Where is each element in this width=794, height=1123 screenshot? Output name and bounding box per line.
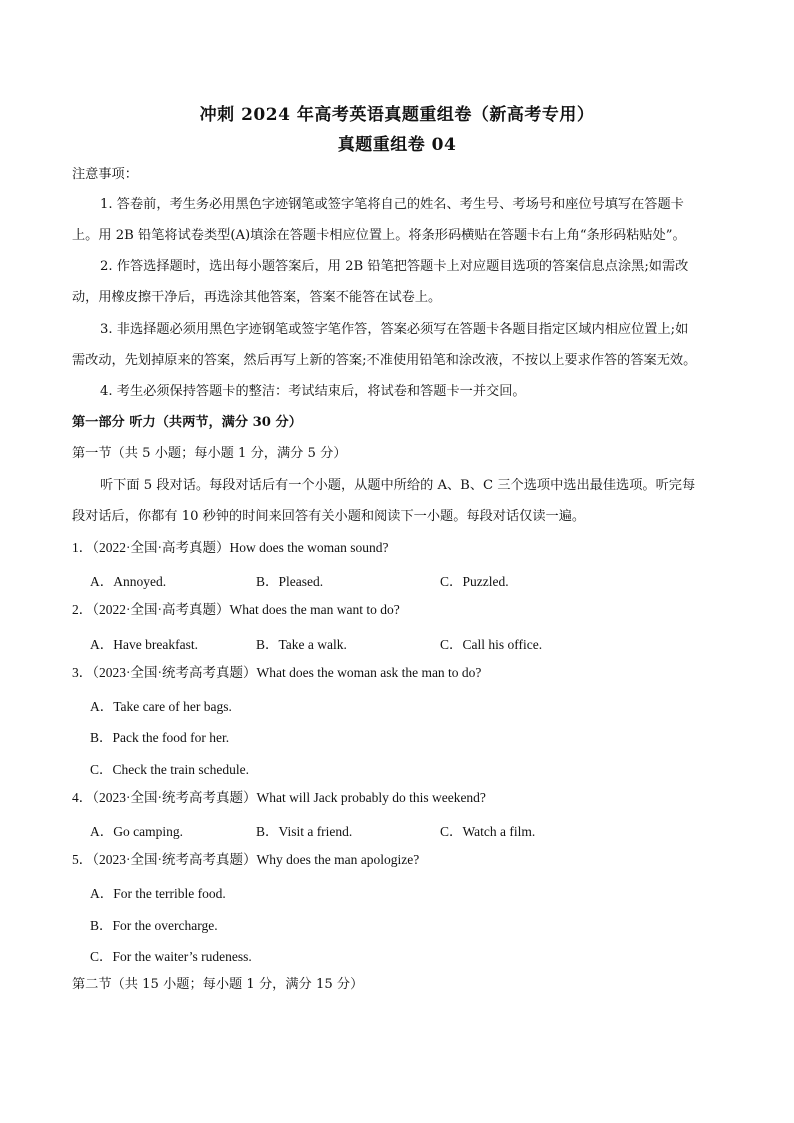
question-1-stem: 1．（2022·全国·高考真题）How does the woman sound? (72, 540, 389, 555)
question-1-option-a: A．Annoyed. (90, 574, 167, 589)
note-1-line-1: 1. 答卷前，考生务必用黑色字迹钢笔或签字笔将自己的姓名、考生号、考场号和座位号填写在答题卡 (100, 197, 684, 212)
question-5-stem: 5．（2023·全国·统考高考真题）Why does the man apologize? (72, 852, 420, 867)
question-5-option-c: C．For the waiter’s rudeness. (90, 949, 252, 964)
note-1-line-2: 上。用 2B 铅笔将试卷类型(A)填涂在答题卡相应位置上。将条形码横贴在答题卡右上角“条形码粘贴处”。 (72, 228, 686, 243)
question-2-option-a: A．Have breakfast. (90, 637, 198, 652)
notes-heading: 注意事项： (72, 167, 138, 182)
question-3-option-b: B．Pack the food for her. (90, 730, 230, 745)
question-1-option-b: B．Pleased. (256, 574, 324, 589)
question-4-option-c: C．Watch a film. (440, 824, 536, 839)
question-3-stem: 3．（2023·全国·统考高考真题）What does the woman ask the man to do? (72, 665, 482, 680)
question-1-option-c: C．Puzzled. (440, 574, 509, 589)
section1-heading: 第一节（共 5 小题；每小题 1 分，满分 5 分） (72, 446, 347, 461)
question-5-option-a: A．For the terrible food. (90, 886, 226, 901)
instruction-line-1: 听下面 5 段对话。每段对话后有一个小题，从题中所给的 A、B、C 三个选项中选出最佳选项。听完每 (100, 478, 696, 493)
note-4: 4. 考生必须保持答题卡的整洁：考试结束后，将试卷和答题卡一并交回。 (100, 384, 526, 399)
question-4-stem: 4．（2023·全国·统考高考真题）What will Jack probably do this weekend? (72, 790, 486, 805)
question-2-option-c: C．Call his office. (440, 637, 543, 652)
question-5-option-b: B．For the overcharge. (90, 918, 218, 933)
instruction-line-2: 段对话后，你都有 10 秒钟的时间来回答有关小题和阅读下一小题。每段对话仅读一遍。 (72, 509, 586, 524)
note-3-line-2: 需改动，先划掉原来的答案，然后再写上新的答案;不准使用铅笔和涂改液，不按以上要求作答的答案无效。 (72, 353, 697, 368)
question-3-option-c: C．Check the train schedule. (90, 762, 249, 777)
question-4-option-a: A．Go camping. (90, 824, 183, 839)
question-2-option-b: B．Take a walk. (256, 637, 347, 652)
question-4-option-b: B．Visit a friend. (256, 824, 353, 839)
note-3-line-1: 3. 非选择题必须用黑色字迹钢笔或签字笔作答，答案必须写在答题卡各题目指定区域内相应位置上;如 (100, 322, 689, 337)
page-subtitle: 真题重组卷 04 (337, 135, 457, 155)
note-2-line-2: 动，用橡皮擦干净后，再选涂其他答案，答案不能答在试卷上。 (72, 290, 442, 305)
part1-heading: 第一部分 听力（共两节，满分 30 分） (72, 415, 302, 430)
page-title: 冲刺 2024 年高考英语真题重组卷（新高考专用） (199, 105, 595, 125)
section2-heading: 第二节（共 15 小题；每小题 1 分，满分 15 分） (72, 977, 364, 992)
question-2-stem: 2．（2022·全国·高考真题）What does the man want to do? (72, 602, 400, 617)
question-3-option-a: A．Take care of her bags. (90, 699, 232, 714)
note-2-line-1: 2. 作答选择题时，选出每小题答案后，用 2B 铅笔把答题卡上对应题目选项的答案信息点涂黑;如需改 (100, 259, 689, 274)
